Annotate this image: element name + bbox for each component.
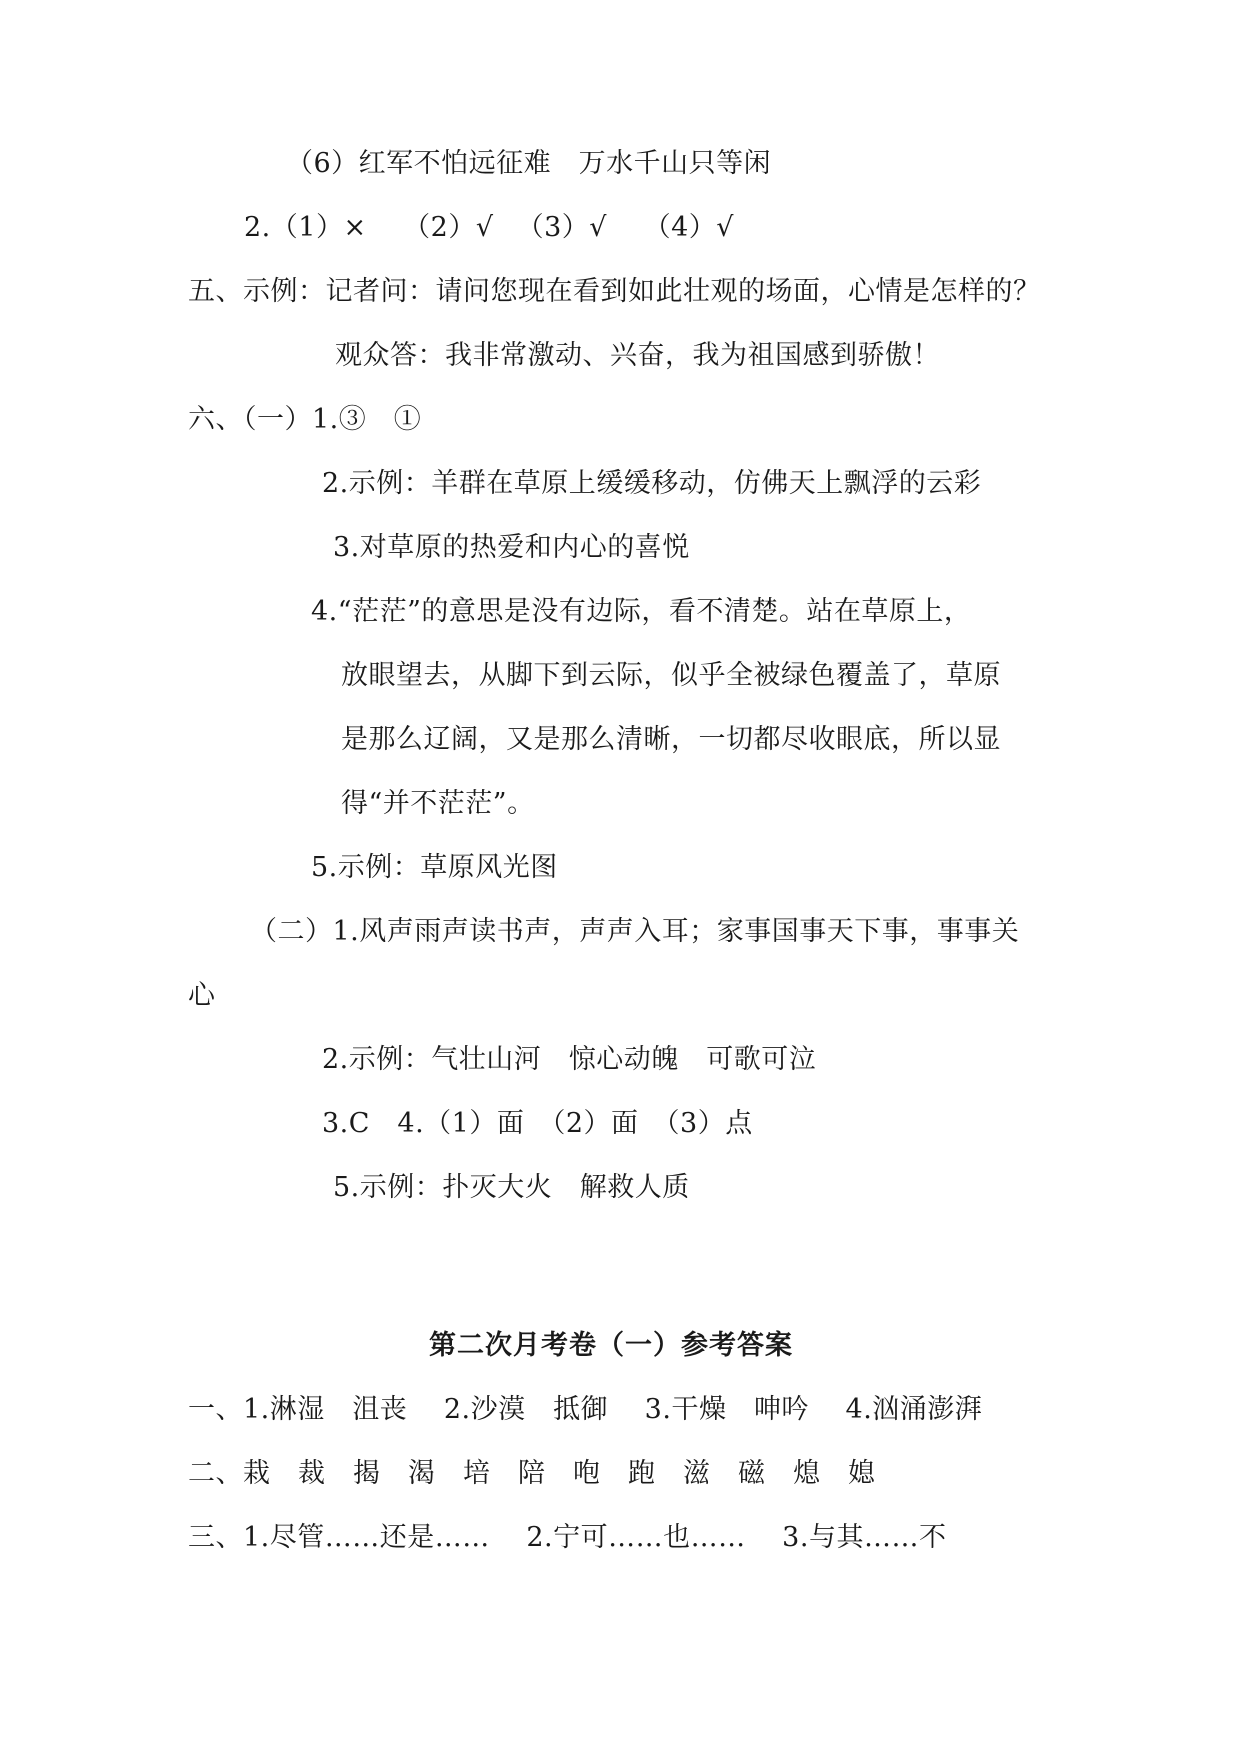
answer-line: （6）红军不怕远征难 万水千山只等闲: [286, 148, 772, 179]
answer-line: 3.C 4.（1）面 （2）面 （3）点: [322, 1108, 753, 1139]
answer-line: 二、栽 裁 揭 渴 培 陪 咆 跑 滋 磁 熄 媳: [188, 1458, 876, 1489]
answer-line: 5.示例：扑灭大火 解救人质: [333, 1172, 690, 1203]
answer-line: 五、示例：记者问：请问您现在看到如此壮观的场面，心情是怎样的？: [188, 276, 1041, 307]
answer-line: 放眼望去，从脚下到云际，似乎全被绿色覆盖了，草原: [341, 660, 1001, 691]
answer-line: 观众答：我非常激动、兴奋，我为祖国感到骄傲！: [335, 340, 940, 371]
answer-line: 得“并不茫茫”。: [341, 788, 535, 819]
answer-line: 4.“茫茫”的意思是没有边际，看不清楚。站在草原上，: [311, 596, 972, 627]
answer-line: 5.示例：草原风光图: [311, 852, 558, 883]
answer-line: 2.（1）× （2）√ （3）√ （4）√: [244, 212, 734, 243]
answer-line: （二）1.风声雨声读书声，声声入耳；家事国事天下事，事事关: [250, 916, 1020, 947]
answer-line: 六、（一）1.③ ①: [188, 404, 422, 435]
answer-line: 3.对草原的热爱和内心的喜悦: [333, 532, 690, 563]
answer-line: 2.示例：羊群在草原上缓缓移动，仿佛天上飘浮的云彩: [322, 468, 982, 499]
answer-line: 一、1.淋湿 沮丧 2.沙漠 抵御 3.干燥 呻吟 4.汹涌澎湃: [188, 1394, 983, 1425]
answer-line: 心: [188, 980, 216, 1011]
answer-line: 三、1.尽管……还是…… 2.宁可……也…… 3.与其……不: [188, 1522, 947, 1553]
answer-line: 是那么辽阔，又是那么清晰，一切都尽收眼底，所以显: [341, 724, 1001, 755]
answer-line: 2.示例：气壮山河 惊心动魄 可歌可泣: [322, 1044, 817, 1075]
section-title: 第二次月考卷（一）参考答案: [429, 1330, 793, 1361]
